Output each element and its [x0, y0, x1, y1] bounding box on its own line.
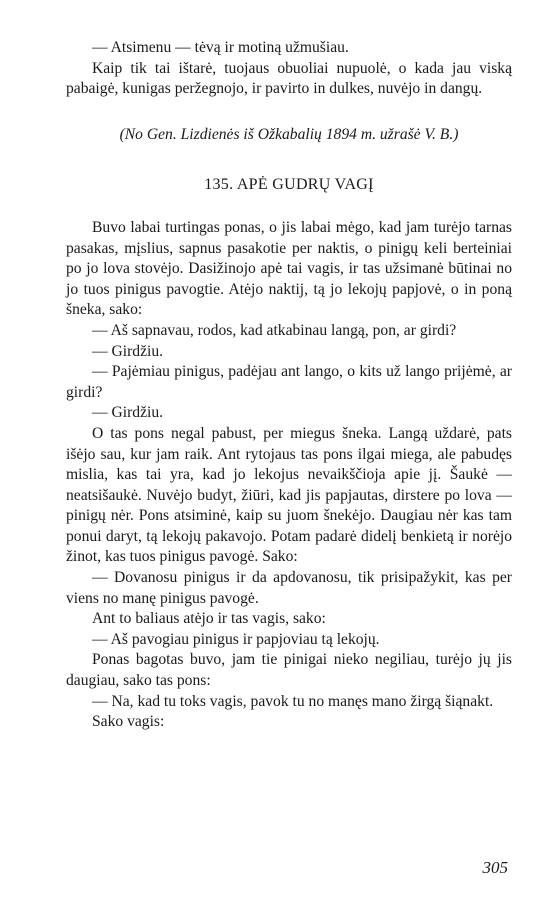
paragraph-5: — Girdžiu.	[92, 404, 164, 422]
source-note: (No Gen. Lizdienės iš Ožkabalių 1894 m. užrašė V. B.)	[119, 125, 459, 143]
paragraph-12: Sako vagis:	[92, 713, 165, 731]
story-title: 135. APĖ GUDRŲ VAGĮ	[204, 176, 374, 194]
paragraph-4: — Pajėmiau pinigus, padėjau ant lango, o kits už lango prijėmė, ar girdi?	[66, 363, 512, 401]
paragraph-atsimenu: — Atsimenu — tėvą ir motiną užmušiau.	[92, 39, 349, 56]
paragraph-1: Buvo labai turtingas ponas, o jis labai mėgo, kad jam turėjo tarnas pasakas, mįslius, sapnus pasakotie per naktis, o pinigų keli berteiniai po jo lova stovėjo. Dasižinojo apė tai vagis, ir tas užsimanė būtinai no jo tuos pinigus pavogtie. Atėjo naktij, tą jo lekojų papjovė, o in poną šneka, sako:	[66, 218, 512, 319]
page-number: 305	[482, 858, 508, 877]
paragraph-10: Ponas bagotas buvo, jam tie pinigai nieko negiliau, turėjo jų jis daugiau, sako tas pons:	[66, 651, 512, 690]
paragraph-9: — Aš pavogiau pinigus ir papjoviau tą lekojų.	[92, 630, 380, 648]
document-page	[66, 38, 512, 733]
paragraph-8: Ant to baliaus atėjo ir tas vagis, sako:	[92, 610, 326, 628]
paragraph-kaip-tik: Kaip tik tai ištarė, tuojaus obuoliai nupuolė, o kada jau viską pabaigė, kunigas peržegnojo, ir pavirto in dulkes, nuvėjo in dangų.	[66, 59, 512, 98]
paragraph-7: — Dovanosu pinigus ir da apdovanosu, tik prisipažykit, kas per viens no manę pinigus pavogė.	[66, 569, 512, 607]
paragraph-3: — Girdžiu.	[92, 342, 164, 360]
paragraph-11: — Na, kad tu toks vagis, pavok tu no manęs mano žirgą šiąnakt.	[92, 692, 494, 710]
paragraph-2: — Aš sapnavau, rodos, kad atkabinau langą, pon, ar girdi?	[92, 321, 457, 339]
paragraph-6: O tas pons negal pabust, per miegus šneka. Langą uždarė, pats išėjo sau, kur jam raik. Ant rytojaus tas pons ilgai miega, ale pabudęs mislia, kas tai yra, kad jo lekojus nevaikščioja apie jį. Šaukė — neatsišaukė. Nuvėjo budyt, žiūri, kad jis papjautas, dirstere po lova — pinigų nėr. Pons atsiminė, kaip su juom šnekėjo. Daugiau nėr kas tam ponui daryt, tą lekojų pakavojo. Potam padarė didelį benkietą ir norėjo žinot, kas tuos pinigus pavogė. Sako:	[66, 424, 512, 566]
